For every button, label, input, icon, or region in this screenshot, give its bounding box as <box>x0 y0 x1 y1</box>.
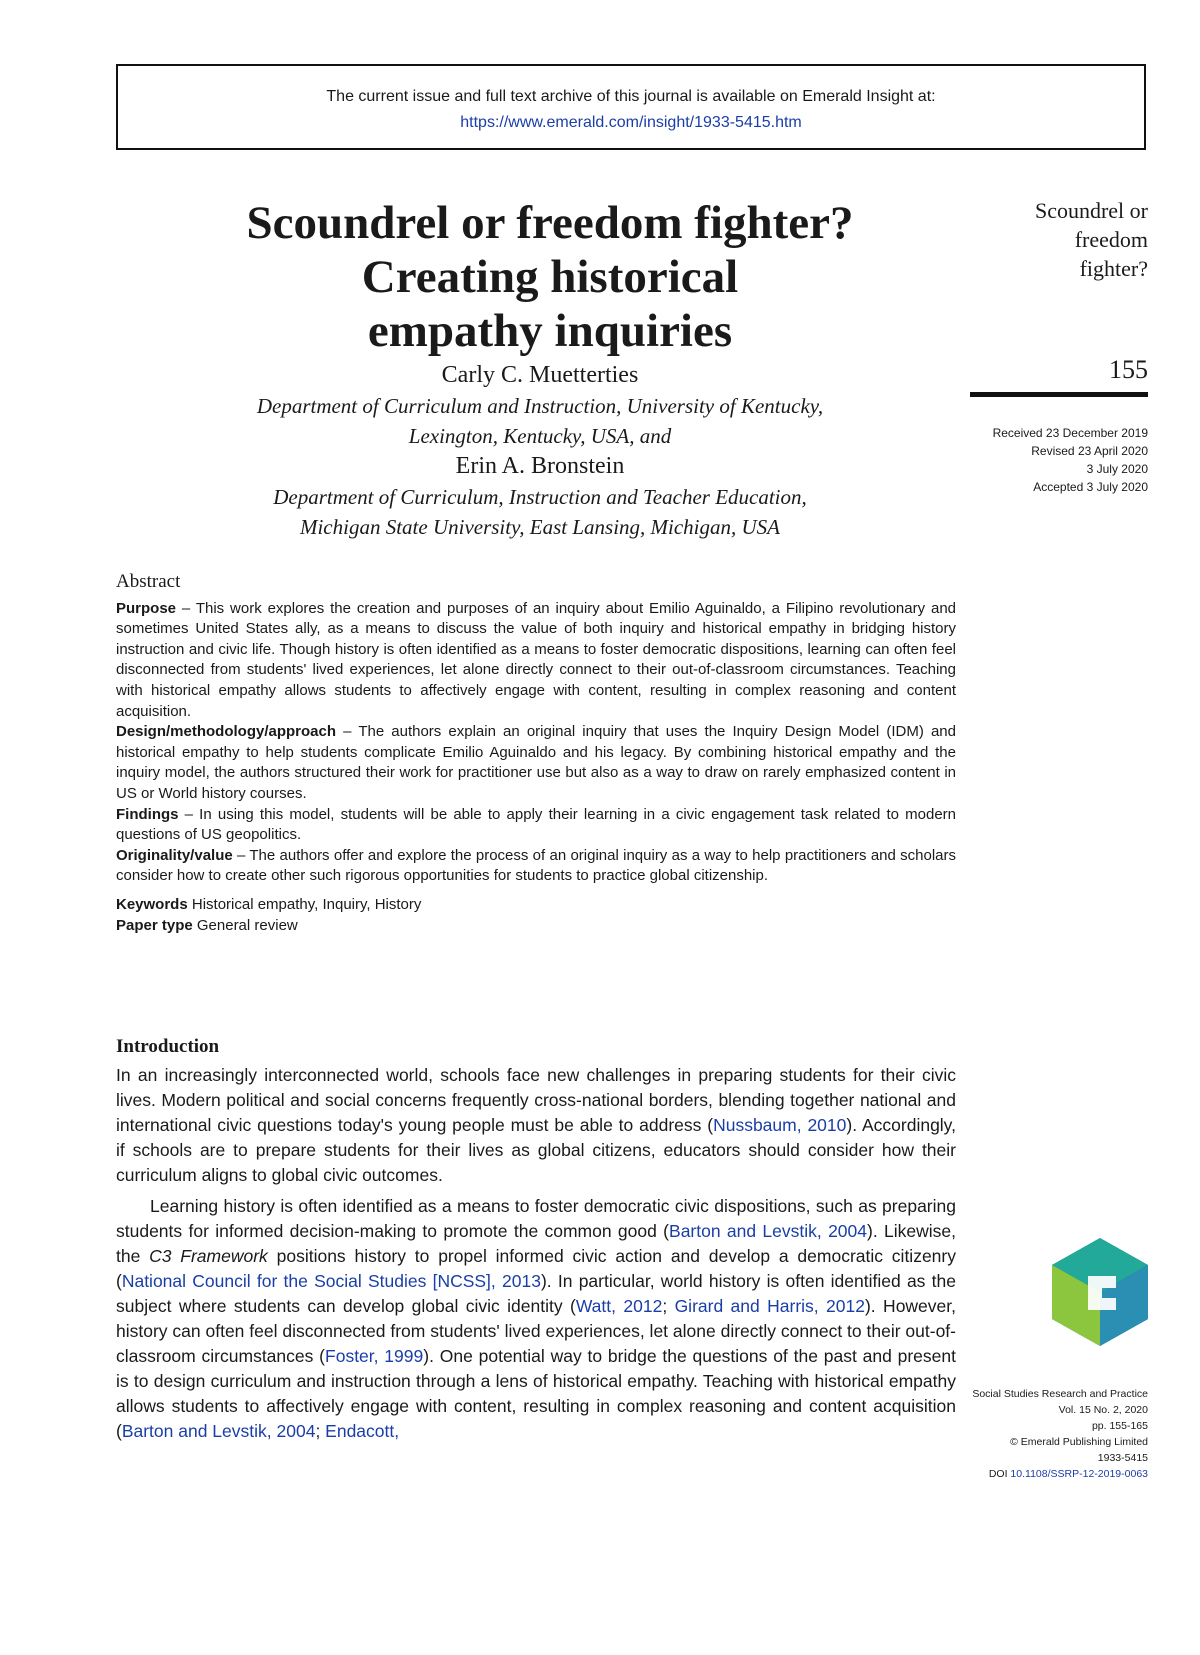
paragraph-text: ). One potential way to bridge the questions of the past and present is to design curriculum and instruction through a lens of historical empathy. Teaching with historical empathy allows students to affectively engage with content, resulting in complex reasoning and content acquisition ( <box>116 1346 956 1441</box>
section-label: Findings <box>116 805 179 823</box>
abstract <box>116 572 956 936</box>
running-title-line: fighter? <box>1079 256 1148 281</box>
abstract-purpose <box>116 599 956 723</box>
paragraph-text: ; <box>662 1296 675 1316</box>
section-text: – In using this model, students will be able to apply their learning in a civic engagement task related to modern questions of US geopolitics. <box>116 805 956 844</box>
banner-url-link[interactable]: https://www.emerald.com/insight/1933-5415.htm <box>460 114 802 131</box>
citation-link[interactable]: Nussbaum, 2010 <box>713 1115 847 1135</box>
paragraph-text: ). However, history can often feel disconnected from students' lived experiences, let alone directly connect to their out-of-classroom circumstances ( <box>116 1296 956 1366</box>
paragraph-text: In an increasingly interconnected world, schools face new challenges in preparing students for their civic lives. Modern political and social concerns frequently cross-national borders, blending together national and international civic questions today's young people must be able to address ( <box>116 1065 956 1135</box>
journal-name: Social Studies Research and Practice <box>972 1388 1148 1400</box>
doi-link[interactable]: 10.1108/SSRP-12-2019-0063 <box>1010 1468 1148 1480</box>
paragraph-text: ; <box>315 1421 326 1441</box>
paragraph-text: ). Likewise, the <box>116 1221 957 1266</box>
revised-date: Revised 23 April 2020 <box>1031 444 1148 458</box>
article-title <box>150 196 950 358</box>
page-number: 155 <box>1109 355 1148 384</box>
running-title-line: freedom <box>1074 227 1148 252</box>
running-title-line: Scoundrel or <box>1034 198 1148 223</box>
publication-dates <box>993 424 1148 496</box>
author-affiliation: Michigan State University, East Lansing, Michigan, USA <box>299 515 781 539</box>
emerald-logo <box>1052 1238 1148 1346</box>
section-text: – The authors offer and explore the process of an original inquiry as a way to help practitioners and scholars consider how to create other such rigorous opportunities for students to practice global citizenship. <box>116 846 956 885</box>
received-date: Received 23 December 2019 <box>992 426 1148 440</box>
running-title <box>948 196 1148 283</box>
paper-type <box>116 916 956 937</box>
author-affiliation: Department of Curriculum and Instruction, University of Kentucky, <box>256 394 824 418</box>
section-label: Design/methodology/approach <box>116 723 337 741</box>
citation-link[interactable]: Girard and Harris, 2012 <box>674 1296 865 1316</box>
title-line-3: empathy inquiries <box>367 305 733 357</box>
journal-pages: pp. 155-165 <box>1091 1420 1148 1432</box>
abstract-originality <box>116 846 956 887</box>
intro-paragraph-2 <box>116 1194 956 1444</box>
author-name: Erin A. Bronstein <box>455 453 625 479</box>
journal-volume: Vol. 15 No. 2, 2020 <box>1058 1404 1148 1416</box>
section-label: Originality/value <box>116 846 233 864</box>
doi-label: DOI <box>988 1468 1008 1480</box>
section-text: – This work explores the creation and purposes of an inquiry about Emilio Aguinaldo, a Filipino revolutionary and sometimes United States ally, as a means to discuss the value of both inquiry and historical empathy in bridging history instruction and civic life. Though history is often identified as a means to foster democratic dispositions, learning can often feel disconnected from students' lived experiences, let alone directly connect to their out-of-classroom circumstances. Teaching with historical empathy allows students to affectively engage with content, resulting in complex reasoning and content acquisition. <box>116 599 956 720</box>
journal-publisher: © Emerald Publishing Limited <box>1010 1436 1148 1448</box>
introduction-section <box>116 1034 956 1444</box>
margin-rule <box>970 392 1148 397</box>
abstract-design <box>116 722 956 804</box>
citation-link[interactable]: Foster, 1999 <box>325 1346 424 1366</box>
journal-info <box>948 1386 1148 1482</box>
title-line-1: Scoundrel or freedom fighter? <box>246 197 854 249</box>
revised-date: 3 July 2020 <box>1086 462 1148 476</box>
keywords <box>116 895 956 916</box>
citation-link[interactable]: Barton and Levstik, 2004 <box>121 1421 316 1441</box>
journal-issn: 1933-5415 <box>1097 1452 1148 1464</box>
paragraph-text: ). In particular, world history is often identified as the subject where students can develop global civic identity ( <box>116 1271 956 1316</box>
section-label: Purpose <box>116 599 177 617</box>
paragraph-text: positions history to propel informed civic action and develop a democratic citizenry ( <box>116 1246 956 1291</box>
section-label: Paper type <box>116 916 193 934</box>
journal-doi <box>948 1466 1148 1482</box>
banner-text: The current issue and full text archive of this journal is available on Emerald Insight at: <box>326 88 936 105</box>
citation-link[interactable]: National Council for the Social Studies [NCSS], 2013 <box>121 1271 541 1291</box>
section-text: – The authors explain an original inquiry that uses the Inquiry Design Model (IDM) and historical empathy to help students complicate Emilio Aguinaldo and his legacy. By combining historical empathy and the inquiry model, the authors structured their work for practitioner use but also as a way to draw on rarely emphasized content in US or World history courses. <box>116 723 956 802</box>
journal-banner <box>116 64 1146 150</box>
section-text: General review <box>192 916 298 934</box>
author-affiliation: Lexington, Kentucky, USA, and <box>408 424 672 448</box>
citation-link[interactable]: Watt, 2012 <box>575 1296 663 1316</box>
title-line-2: Creating historical <box>361 251 739 303</box>
accepted-date: Accepted 3 July 2020 <box>1033 480 1148 494</box>
section-label: Keywords <box>116 895 188 913</box>
paragraph-text: Learning history is often identified as a means to foster democratic civic dispositions, such as preparing students for informed decision-making to promote the common good ( <box>116 1196 956 1241</box>
intro-paragraph-1 <box>116 1063 956 1188</box>
author-name: Carly C. Muetterties <box>441 362 639 388</box>
author-affiliation: Department of Curriculum, Instruction and Teacher Education, <box>273 485 807 509</box>
italic-text: C3 Framework <box>149 1246 268 1266</box>
author-block <box>140 360 940 542</box>
abstract-heading: Abstract <box>116 571 181 592</box>
citation-link[interactable]: Barton and Levstik, 2004 <box>669 1221 868 1241</box>
paragraph-text: ). Accordingly, if schools are to prepare students for their lives as global citizens, educators should consider how their curriculum aligns to global civic outcomes. <box>116 1115 956 1185</box>
citation-link[interactable]: Endacott, <box>325 1421 400 1441</box>
abstract-findings <box>116 805 956 846</box>
section-text: Historical empathy, Inquiry, History <box>187 895 422 913</box>
introduction-heading: Introduction <box>116 1036 220 1057</box>
